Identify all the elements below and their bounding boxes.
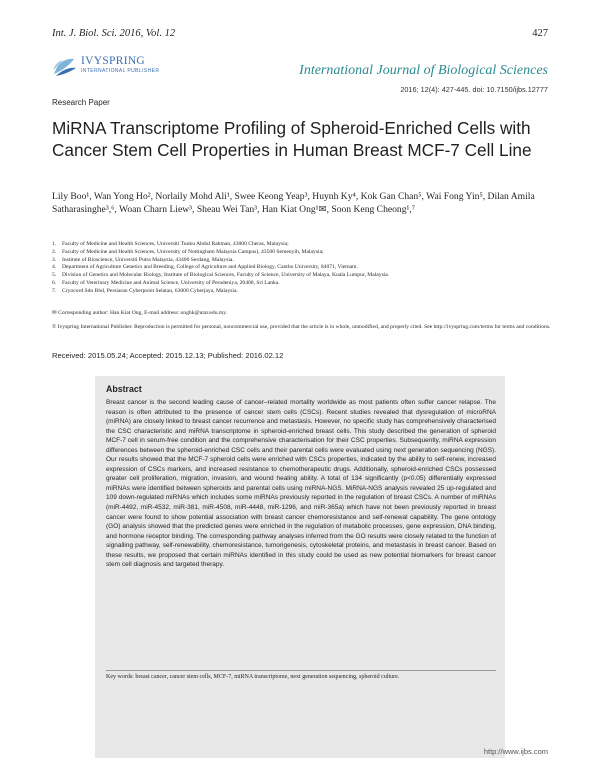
running-head: Int. J. Biol. Sci. 2016, Vol. 12 [52,28,176,39]
affiliation-list [52,241,552,295]
publication-dates: Received: 2015.05.24; Accepted: 2015.12.13; Published: 2016.02.12 [52,351,284,360]
affiliation-item: 4. Department of Agriculture Genetics and Breeding, College of Agriculture and Applied Biology, Cantho University, 84071, Vietnam. [52,264,358,271]
affiliation-item: 1. Faculty of Medicine and Health Sciences, Universiti Tunku Abdul Rahman, 43000 Cheras, Malaysia; [52,241,289,247]
affiliation-item: 7. Cryocord Sdn Bhd, Persiaran Cyberpoint Selatan, 63000 Cyberjaya, Malaysia. [52,287,238,294]
copyright-notice: © Ivyspring International Publisher. Reproduction is permitted for personal, noncommercial use, provided that the article is in whole, unmodified, and properly cited. See http://ivyspring.com/terms for terms and conditions. [52,324,551,330]
journal-name[interactable]: International Journal of Biological Sciences [299,63,548,78]
logo-name: IVYSPRING [81,55,146,67]
keywords: Key words: breast cancer, cancer stem cells, MCF-7, miRNA transcriptome, next generation sequencing, spheroid culture. [106,674,400,680]
article-type: Research Paper [52,98,110,107]
affiliation-item: 5. Division of Genetics and Molecular Biology, Institute of Biological Sciences, Faculty of Science, University of Malaya, Kuala Lumpur, Malaysia. [52,272,390,278]
publisher-logo[interactable] [52,55,180,79]
corresponding-author: ✉ Corresponding author: Han Kiat Ong, E-mail address: onghk@utar.edu.my. [52,310,228,316]
ivyspring-leaf-icon [52,56,78,78]
abstract-box [95,376,505,758]
abstract-heading: Abstract [106,384,142,394]
affiliation-item: 2. Faculty of Medicine and Health Sciences, University of Nottingham Malaysia Campus), 43500 Semenyih, Malaysia; [52,248,324,255]
keywords-divider [106,670,496,671]
page-number: 427 [532,28,548,39]
citation: 2016; 12(4): 427-445. doi: 10.7150/ijbs.12777 [400,85,548,94]
affiliation-item: 3. Institute of Bioscience, Universiti Putra Malaysia, 43400 Serdang, Malaysia. [52,256,234,263]
logo-subtitle: INTERNATIONAL PUBLISHER [81,68,160,74]
article-title: MiRNA Transcriptome Profiling of Spheroid-Enriched Cells with Cancer Stem Cell Properties in Human Breast MCF-7 Cell Line [52,118,532,160]
abstract-body: Breast cancer is the second leading cause of cancer–related mortality worldwide as most patients often suffer cancer relapse. The reason is often attributed to the presence of cancer stem cells (CSCs). Recent studies revealed that dysregulation of microRNA (miRNA) are closely linked to breast cancer recurrence and metastasis. However, no specific study has comprehensively characterised the CSC characteristic and miRNA transcriptome in spheroid-enriched breast cells. This study described the generation of spheroid MCF-7 cell in serum-free condition and the comprehensive characterisation for their CSC properties. Subsequently, miRNA expression differences between the spheroid-enriched CSC cells and their parental cells were evaluated using next generation sequencing (NGS). Our results showed that the MCF-7 spheroid cells were enriched with CSCs properties, indicated by the ability to self-renew, increased expression of CSCs markers, and increased resistance to chemotherapeutic drugs. Additionally, spheroid-enriched CSCs possessed greater cell proliferation, migration, invasion, and wound healing ability. A total of 134 significantly (p<0.05) differentially expressed miRNAs were identified between spheroids and parental cells using miRNA-NGS. MiRNA-NGS analysis revealed 25 up-regulated and 109 down-regulated miRNAs which includes some miRNAs previously reported in the regulation of breast CSCs. A number of miRNAs (miR-4492, miR-4532, miR-381, miR-4508, miR-4448, miR-1296, and miR-365a) which have not been previously reported in breast cancer were found to show potential association with breast cancer chemoresistance and self-renewal capability. The gene ontology (GO) analysis showed that the predicted genes were enriched in the regulation of metabolic processes, gene expression, DNA binding, and hormone receptor binding. The corresponding pathway analyses inferred from the GO results were closely related to the function of signalling pathway, self-renewability, chemoresistance, tumorigenesis, cytoskeletal proteins, and metastasis in breast cancer. Based on these results, we proposed that certain miRNAs identified in this study could be used as new potential biomarkers for breast cancer stem cell diagnosis and targeted therapy. [106,399,496,569]
affiliation-item: 6. Faculty of Veterinary Medicine and Animal Science, University of Peradeniya, 20400, Sri Lanka. [52,279,280,286]
journal-url-link[interactable]: http://www.ijbs.com [483,747,548,756]
author-list: Lily Boo¹, Wan Yong Ho², Norlaily Mohd Ali¹, Swee Keong Yeap³, Huynh Ky⁴, Kok Gan Chan⁵, Wai Fong Yin⁵, Dilan Amila Satharasinghe³,⁶, Woan Charn Liew³, Sheau Wei Tan³, Han Kiat Ong¹✉, Soon Keng Cheong¹,⁷ [52,191,535,215]
